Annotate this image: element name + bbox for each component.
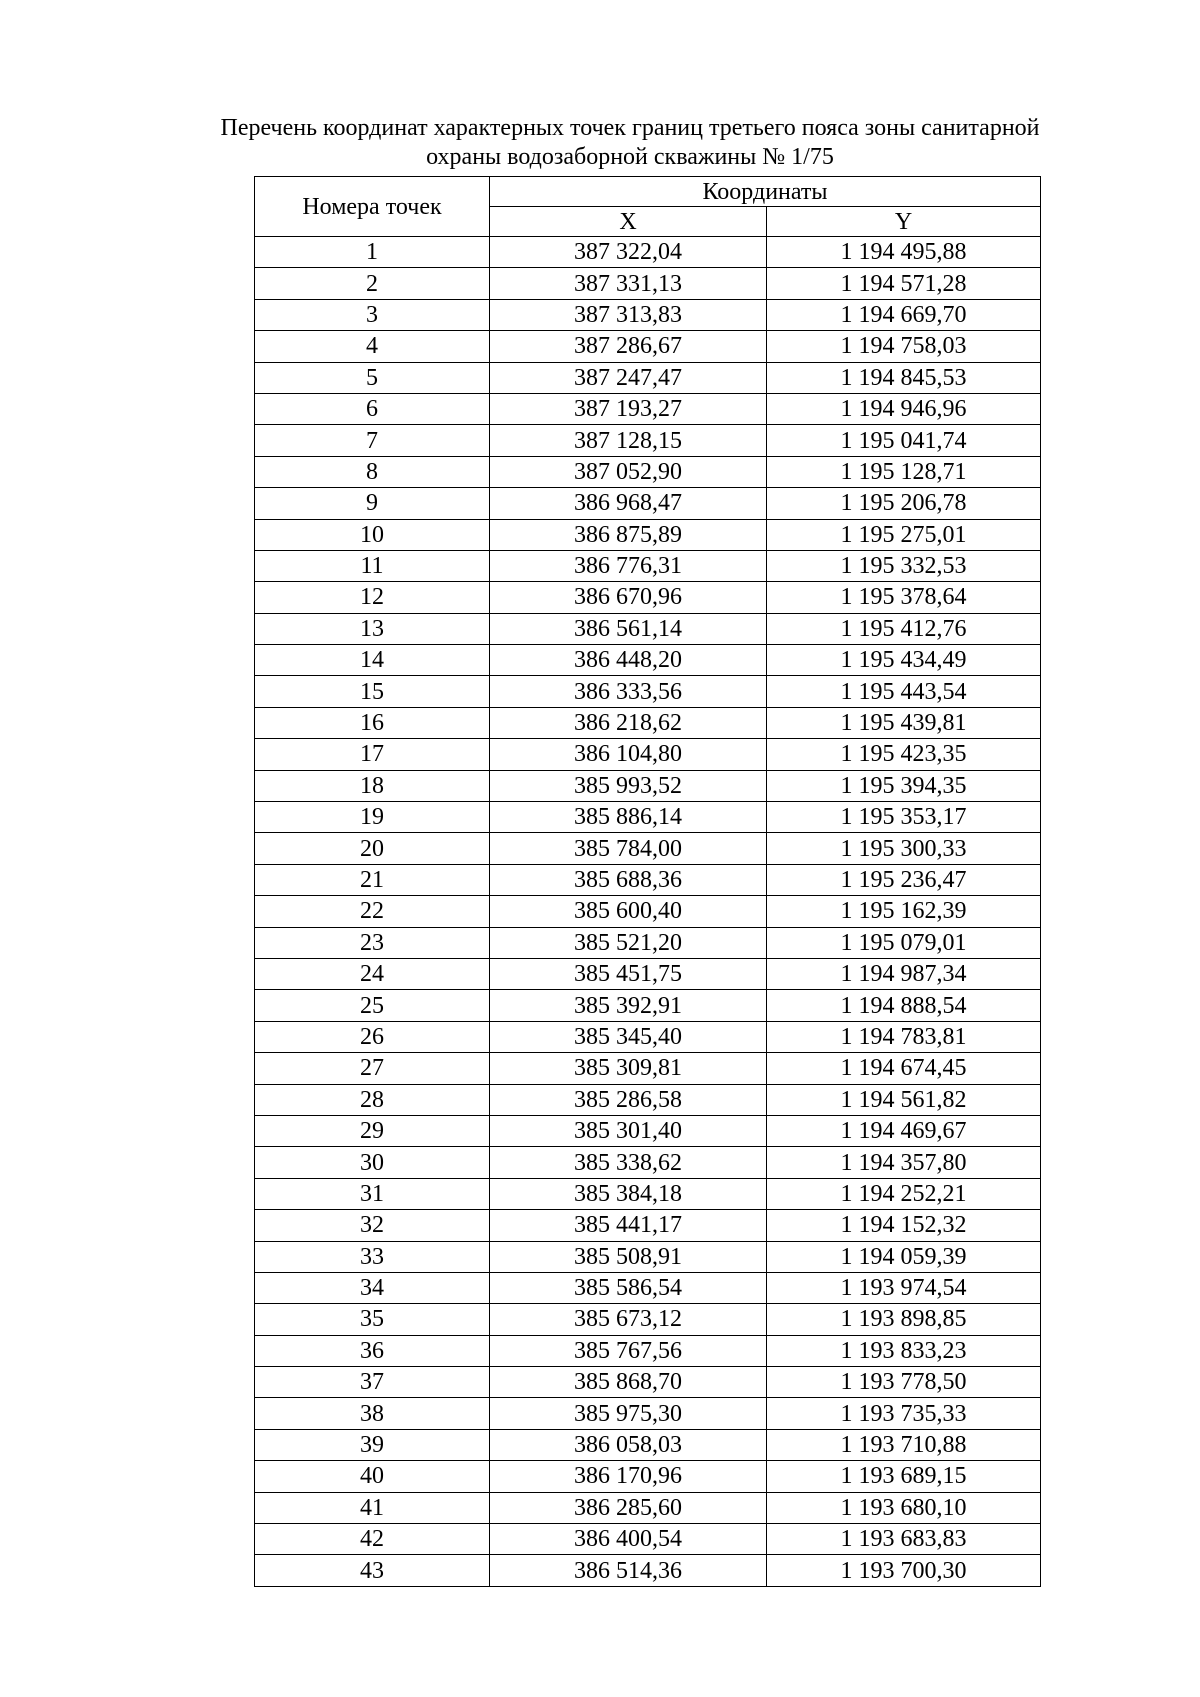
title-line-1: Перечень координат характерных точек границ третьего пояса зоны санитарной	[220, 115, 1040, 141]
y-coordinate-cell: 1 194 495,88	[767, 237, 1041, 268]
y-coordinate-cell: 1 193 974,54	[767, 1272, 1041, 1303]
table-row	[255, 1272, 1041, 1303]
table-row	[255, 1492, 1041, 1523]
table-row	[255, 268, 1041, 299]
x-coordinate-cell: 387 193,27	[490, 393, 767, 424]
table-row	[255, 1210, 1041, 1241]
point-number-cell: 34	[255, 1272, 490, 1303]
x-coordinate-cell: 386 561,14	[490, 613, 767, 644]
point-number-cell: 29	[255, 1115, 490, 1146]
point-number-cell: 6	[255, 393, 490, 424]
point-number-cell: 16	[255, 707, 490, 738]
y-coordinate-cell: 1 195 162,39	[767, 896, 1041, 927]
table-row	[255, 488, 1041, 519]
table-row	[255, 927, 1041, 958]
point-number-cell: 15	[255, 676, 490, 707]
y-coordinate-cell: 1 195 378,64	[767, 582, 1041, 613]
x-coordinate-cell: 385 451,75	[490, 958, 767, 989]
point-number-cell: 23	[255, 927, 490, 958]
y-coordinate-cell: 1 195 236,47	[767, 864, 1041, 895]
table-row	[255, 1241, 1041, 1272]
table-row	[255, 393, 1041, 424]
header-y: Y	[767, 207, 1041, 237]
table-row	[255, 896, 1041, 927]
y-coordinate-cell: 1 195 041,74	[767, 425, 1041, 456]
table-row	[255, 1304, 1041, 1335]
point-number-cell: 40	[255, 1461, 490, 1492]
table-row	[255, 519, 1041, 550]
point-number-cell: 27	[255, 1053, 490, 1084]
y-coordinate-cell: 1 193 778,50	[767, 1367, 1041, 1398]
point-number-cell: 24	[255, 958, 490, 989]
x-coordinate-cell: 386 104,80	[490, 739, 767, 770]
x-coordinate-cell: 385 586,54	[490, 1272, 767, 1303]
table-row	[255, 1335, 1041, 1366]
y-coordinate-cell: 1 195 443,54	[767, 676, 1041, 707]
y-coordinate-cell: 1 193 710,88	[767, 1429, 1041, 1460]
y-coordinate-cell: 1 195 300,33	[767, 833, 1041, 864]
table-row	[255, 362, 1041, 393]
point-number-cell: 19	[255, 802, 490, 833]
x-coordinate-cell: 385 521,20	[490, 927, 767, 958]
document-title	[150, 114, 1110, 172]
y-coordinate-cell: 1 194 561,82	[767, 1084, 1041, 1115]
table-row	[255, 1053, 1041, 1084]
x-coordinate-cell: 387 322,04	[490, 237, 767, 268]
table-row	[255, 990, 1041, 1021]
point-number-cell: 42	[255, 1524, 490, 1555]
x-coordinate-cell: 385 286,58	[490, 1084, 767, 1115]
header-x: X	[490, 207, 767, 237]
point-number-cell: 1	[255, 237, 490, 268]
point-number-cell: 31	[255, 1178, 490, 1209]
table-row	[255, 1178, 1041, 1209]
y-coordinate-cell: 1 193 689,15	[767, 1461, 1041, 1492]
point-number-cell: 4	[255, 331, 490, 362]
point-number-cell: 10	[255, 519, 490, 550]
y-coordinate-cell: 1 194 783,81	[767, 1021, 1041, 1052]
x-coordinate-cell: 387 247,47	[490, 362, 767, 393]
table-header	[255, 177, 1041, 237]
x-coordinate-cell: 385 441,17	[490, 1210, 767, 1241]
point-number-cell: 22	[255, 896, 490, 927]
y-coordinate-cell: 1 194 571,28	[767, 268, 1041, 299]
x-coordinate-cell: 386 333,56	[490, 676, 767, 707]
header-coordinates: Координаты	[490, 177, 1041, 207]
point-number-cell: 17	[255, 739, 490, 770]
y-coordinate-cell: 1 195 423,35	[767, 739, 1041, 770]
y-coordinate-cell: 1 193 680,10	[767, 1492, 1041, 1523]
x-coordinate-cell: 386 285,60	[490, 1492, 767, 1523]
x-coordinate-cell: 385 688,36	[490, 864, 767, 895]
point-number-cell: 13	[255, 613, 490, 644]
y-coordinate-cell: 1 194 758,03	[767, 331, 1041, 362]
y-coordinate-cell: 1 194 669,70	[767, 299, 1041, 330]
x-coordinate-cell: 386 448,20	[490, 645, 767, 676]
table-body	[255, 237, 1041, 1587]
point-number-cell: 36	[255, 1335, 490, 1366]
table-row	[255, 582, 1041, 613]
y-coordinate-cell: 1 195 394,35	[767, 770, 1041, 801]
point-number-cell: 41	[255, 1492, 490, 1523]
x-coordinate-cell: 386 170,96	[490, 1461, 767, 1492]
x-coordinate-cell: 386 058,03	[490, 1429, 767, 1460]
y-coordinate-cell: 1 195 353,17	[767, 802, 1041, 833]
x-coordinate-cell: 386 968,47	[490, 488, 767, 519]
table-row	[255, 1147, 1041, 1178]
x-coordinate-cell: 385 868,70	[490, 1367, 767, 1398]
table-row	[255, 1398, 1041, 1429]
y-coordinate-cell: 1 193 683,83	[767, 1524, 1041, 1555]
table-row	[255, 299, 1041, 330]
x-coordinate-cell: 385 384,18	[490, 1178, 767, 1209]
table-row	[255, 456, 1041, 487]
y-coordinate-cell: 1 194 357,80	[767, 1147, 1041, 1178]
point-number-cell: 5	[255, 362, 490, 393]
table-row	[255, 550, 1041, 581]
x-coordinate-cell: 387 313,83	[490, 299, 767, 330]
y-coordinate-cell: 1 194 987,34	[767, 958, 1041, 989]
point-number-cell: 30	[255, 1147, 490, 1178]
table-row	[255, 864, 1041, 895]
table-row	[255, 958, 1041, 989]
point-number-cell: 9	[255, 488, 490, 519]
y-coordinate-cell: 1 193 898,85	[767, 1304, 1041, 1335]
table-row	[255, 833, 1041, 864]
x-coordinate-cell: 385 301,40	[490, 1115, 767, 1146]
x-coordinate-cell: 386 514,36	[490, 1555, 767, 1586]
coordinates-table	[254, 176, 1041, 1587]
table-row	[255, 676, 1041, 707]
x-coordinate-cell: 385 993,52	[490, 770, 767, 801]
x-coordinate-cell: 385 886,14	[490, 802, 767, 833]
point-number-cell: 21	[255, 864, 490, 895]
point-number-cell: 14	[255, 645, 490, 676]
x-coordinate-cell: 385 975,30	[490, 1398, 767, 1429]
x-coordinate-cell: 385 508,91	[490, 1241, 767, 1272]
x-coordinate-cell: 385 338,62	[490, 1147, 767, 1178]
point-number-cell: 25	[255, 990, 490, 1021]
table-row	[255, 739, 1041, 770]
point-number-cell: 12	[255, 582, 490, 613]
y-coordinate-cell: 1 195 079,01	[767, 927, 1041, 958]
point-number-cell: 33	[255, 1241, 490, 1272]
x-coordinate-cell: 385 345,40	[490, 1021, 767, 1052]
point-number-cell: 26	[255, 1021, 490, 1052]
x-coordinate-cell: 387 331,13	[490, 268, 767, 299]
point-number-cell: 37	[255, 1367, 490, 1398]
point-number-cell: 38	[255, 1398, 490, 1429]
y-coordinate-cell: 1 194 252,21	[767, 1178, 1041, 1209]
y-coordinate-cell: 1 195 434,49	[767, 645, 1041, 676]
table-row	[255, 802, 1041, 833]
point-number-cell: 35	[255, 1304, 490, 1335]
x-coordinate-cell: 387 128,15	[490, 425, 767, 456]
x-coordinate-cell: 385 309,81	[490, 1053, 767, 1084]
y-coordinate-cell: 1 194 888,54	[767, 990, 1041, 1021]
x-coordinate-cell: 386 218,62	[490, 707, 767, 738]
table-row	[255, 1429, 1041, 1460]
point-number-cell: 7	[255, 425, 490, 456]
point-number-cell: 32	[255, 1210, 490, 1241]
point-number-cell: 43	[255, 1555, 490, 1586]
x-coordinate-cell: 385 673,12	[490, 1304, 767, 1335]
y-coordinate-cell: 1 195 128,71	[767, 456, 1041, 487]
table-row	[255, 331, 1041, 362]
table-row	[255, 1115, 1041, 1146]
x-coordinate-cell: 387 052,90	[490, 456, 767, 487]
y-coordinate-cell: 1 194 469,67	[767, 1115, 1041, 1146]
y-coordinate-cell: 1 195 206,78	[767, 488, 1041, 519]
x-coordinate-cell: 385 767,56	[490, 1335, 767, 1366]
point-number-cell: 3	[255, 299, 490, 330]
y-coordinate-cell: 1 195 412,76	[767, 613, 1041, 644]
table-row	[255, 237, 1041, 268]
y-coordinate-cell: 1 195 332,53	[767, 550, 1041, 581]
y-coordinate-cell: 1 194 845,53	[767, 362, 1041, 393]
table-row	[255, 1084, 1041, 1115]
point-number-cell: 11	[255, 550, 490, 581]
y-coordinate-cell: 1 193 735,33	[767, 1398, 1041, 1429]
y-coordinate-cell: 1 194 946,96	[767, 393, 1041, 424]
point-number-cell: 39	[255, 1429, 490, 1460]
x-coordinate-cell: 386 400,54	[490, 1524, 767, 1555]
table-row	[255, 707, 1041, 738]
table-row	[255, 1555, 1041, 1586]
point-number-cell: 2	[255, 268, 490, 299]
point-number-cell: 8	[255, 456, 490, 487]
y-coordinate-cell: 1 195 439,81	[767, 707, 1041, 738]
header-point-numbers: Номера точек	[255, 177, 490, 237]
title-line-2: охраны водозаборной скважины № 1/75	[426, 144, 834, 170]
x-coordinate-cell: 386 776,31	[490, 550, 767, 581]
x-coordinate-cell: 387 286,67	[490, 331, 767, 362]
table-row	[255, 613, 1041, 644]
y-coordinate-cell: 1 194 059,39	[767, 1241, 1041, 1272]
table-row	[255, 1367, 1041, 1398]
y-coordinate-cell: 1 195 275,01	[767, 519, 1041, 550]
y-coordinate-cell: 1 194 674,45	[767, 1053, 1041, 1084]
table-row	[255, 1021, 1041, 1052]
x-coordinate-cell: 385 784,00	[490, 833, 767, 864]
table-row	[255, 645, 1041, 676]
table-row	[255, 1524, 1041, 1555]
x-coordinate-cell: 386 875,89	[490, 519, 767, 550]
x-coordinate-cell: 385 600,40	[490, 896, 767, 927]
point-number-cell: 28	[255, 1084, 490, 1115]
y-coordinate-cell: 1 194 152,32	[767, 1210, 1041, 1241]
table-row	[255, 770, 1041, 801]
x-coordinate-cell: 386 670,96	[490, 582, 767, 613]
table-row	[255, 1461, 1041, 1492]
x-coordinate-cell: 385 392,91	[490, 990, 767, 1021]
y-coordinate-cell: 1 193 700,30	[767, 1555, 1041, 1586]
y-coordinate-cell: 1 193 833,23	[767, 1335, 1041, 1366]
point-number-cell: 18	[255, 770, 490, 801]
table-row	[255, 425, 1041, 456]
point-number-cell: 20	[255, 833, 490, 864]
